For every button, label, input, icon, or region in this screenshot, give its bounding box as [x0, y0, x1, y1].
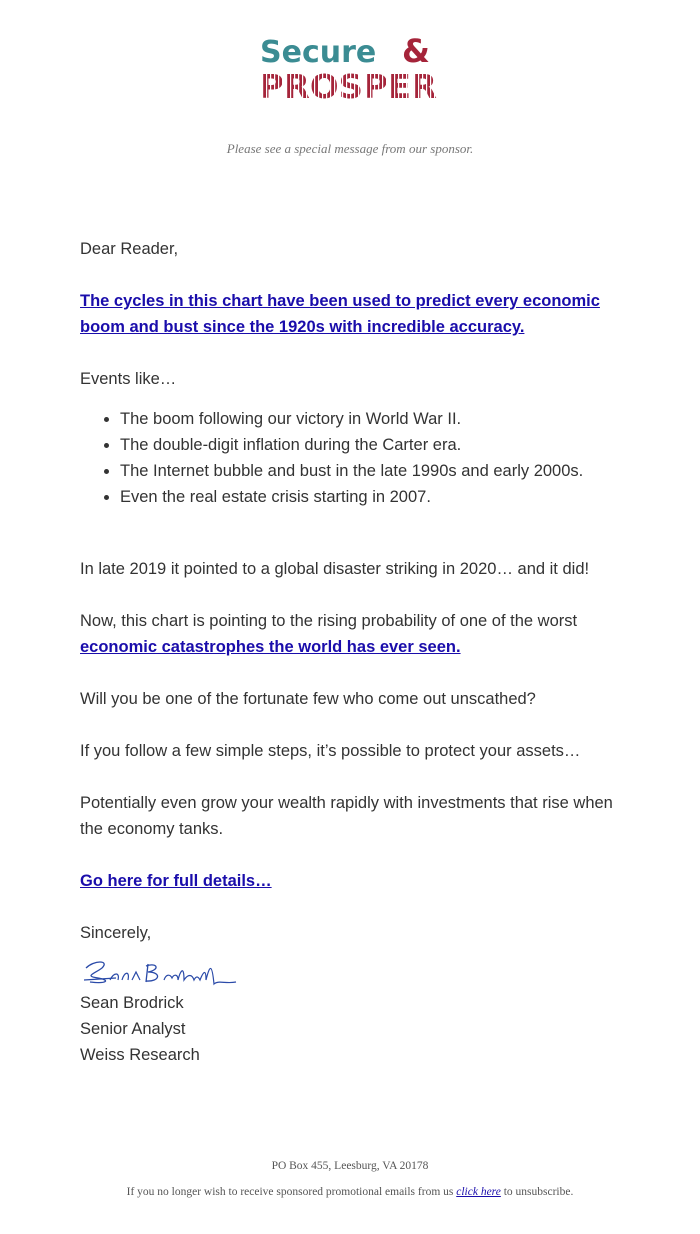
grow-paragraph: Potentially even grow your wealth rapidly with investments that rise when the economy tanks. — [80, 794, 613, 838]
unsubscribe-link[interactable]: click here — [456, 1186, 501, 1198]
email-body — [80, 236, 625, 1068]
details-paragraph — [80, 868, 625, 894]
greeting: Dear Reader, — [80, 240, 179, 258]
signer-company: Weiss Research — [80, 1046, 200, 1064]
handwritten-signature — [80, 954, 240, 990]
logo-secure-text: Secure — [260, 35, 377, 70]
logo-ampersand: & — [402, 32, 430, 70]
events-intro: Events like… — [80, 370, 177, 388]
paragraph-now-text: Now, this chart is pointing to the rising probability of one of the worst — [80, 612, 578, 630]
unsubscribe-prefix: If you no longer wish to receive sponsored promotional emails from us — [126, 1186, 457, 1198]
full-details-link[interactable]: Go here for full details… — [80, 872, 272, 890]
paragraph-2019: In late 2019 it pointed to a global disaster striking in 2020… and it did! — [80, 560, 590, 578]
paragraph-now — [80, 608, 625, 660]
lead-link[interactable]: The cycles in this chart have been used to predict every economic boom and bust since the 1920s with incredible accuracy. — [80, 292, 600, 336]
events-list — [80, 406, 625, 510]
logo-prosper-text: PROSPER — [259, 67, 437, 105]
catastrophe-link[interactable]: economic catastrophes the world has ever seen. — [80, 638, 461, 656]
sponsor-note: Please see a special message from our sponsor. — [226, 141, 474, 156]
list-item: • Even the real estate crisis starting in 2007. — [120, 484, 625, 510]
list-item: • The boom following our victory in World War II. — [120, 406, 625, 432]
question-paragraph: Will you be one of the fortunate few who come out unscathed? — [80, 690, 536, 708]
unsubscribe-suffix: to unsubscribe. — [500, 1186, 574, 1198]
signer-name: Sean Brodrick — [80, 994, 184, 1012]
signer-title: Senior Analyst — [80, 1020, 186, 1038]
list-item: • The Internet bubble and bust in the late 1990s and early 2000s. — [120, 458, 625, 484]
signature-block — [80, 990, 625, 1068]
secure-prosper-logo — [0, 30, 700, 105]
list-item: • The double-digit inflation during the Carter era. — [120, 432, 625, 458]
steps-paragraph: If you follow a few simple steps, it’s possible to protect your assets… — [80, 742, 581, 760]
footer — [0, 1160, 700, 1198]
closing: Sincerely, — [80, 924, 152, 942]
footer-address: PO Box 455, Leesburg, VA 20178 — [271, 1160, 429, 1172]
lead-paragraph — [80, 288, 625, 340]
unsubscribe-line — [0, 1186, 700, 1198]
